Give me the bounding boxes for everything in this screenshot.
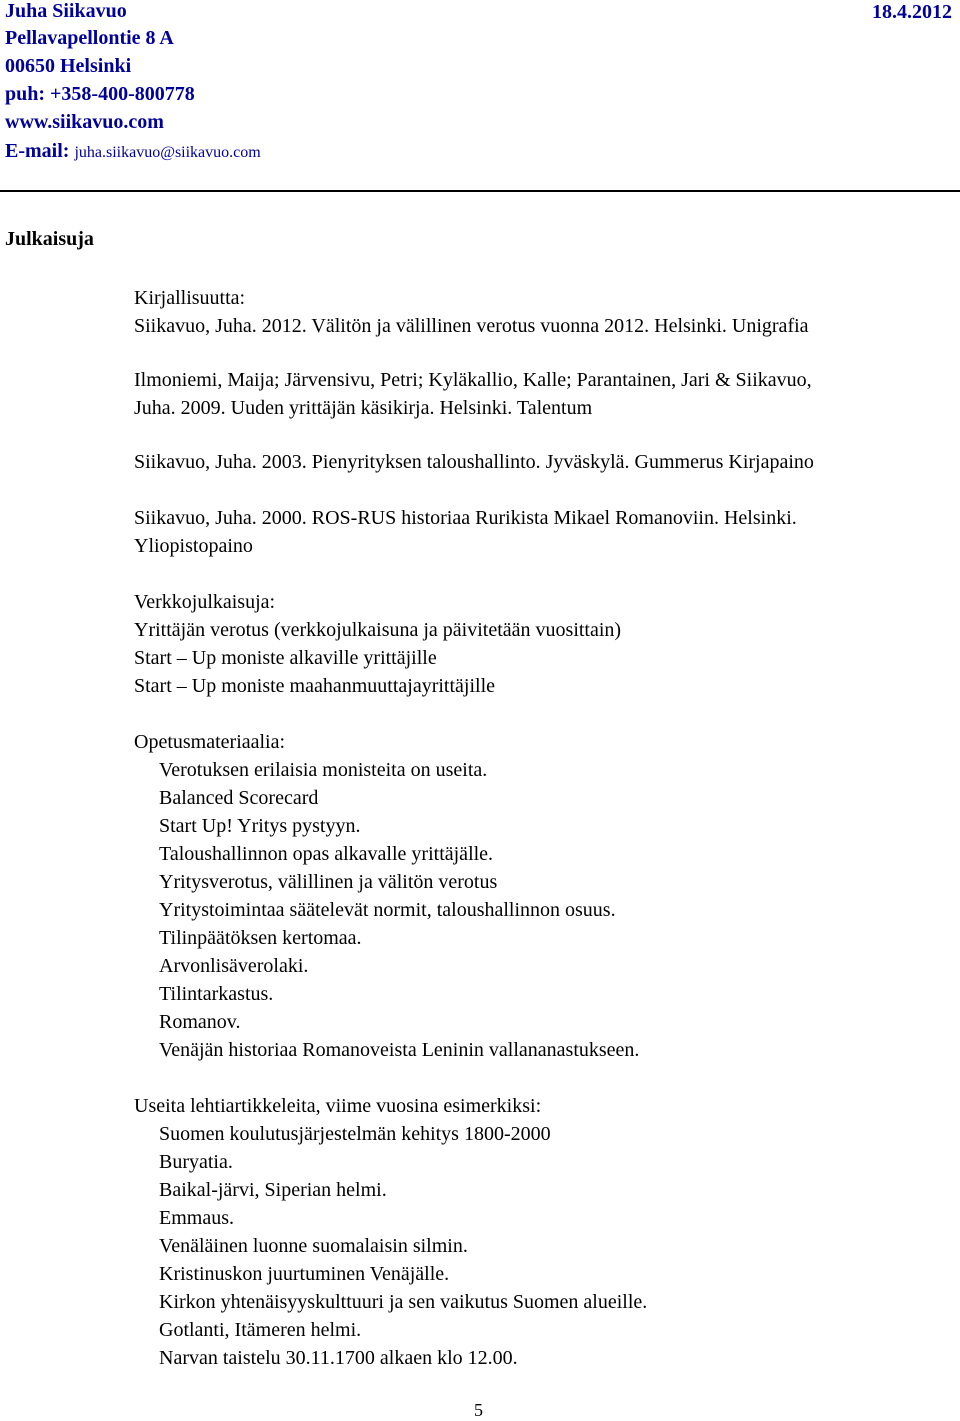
article-item: Narvan taistelu 30.11.1700 alkaen klo 12.00. xyxy=(159,1347,518,1369)
article-item: Kristinuskon juurtuminen Venäjälle. xyxy=(159,1263,450,1285)
document-date: 18.4.2012 xyxy=(872,1,952,23)
literature-line: Siikavuo, Juha. 2012. Välitön ja välillinen verotus vuonna 2012. Helsinki. Unigrafia xyxy=(134,315,809,337)
phone: puh: +358-400-800778 xyxy=(5,83,195,105)
teaching-item: Taloushallinnon opas alkavalle yrittäjälle. xyxy=(159,843,494,865)
article-item: Baikal-järvi, Siperian helmi. xyxy=(159,1179,387,1201)
teaching-item: Tilintarkastus. xyxy=(159,983,274,1005)
email-label: E-mail: xyxy=(5,140,75,162)
web-publication-item: Yrittäjän verotus (verkkojulkaisuna ja päivitetään vuosittain) xyxy=(134,619,622,641)
teaching-item: Balanced Scorecard xyxy=(159,787,319,809)
article-item: Suomen koulutusjärjestelmän kehitys 1800-2000 xyxy=(159,1123,551,1145)
literature-line: Juha. 2009. Uuden yrittäjän käsikirja. Helsinki. Talentum xyxy=(134,397,593,419)
teaching-item: Start Up! Yritys pystyyn. xyxy=(159,815,361,837)
email-link[interactable]: juha.siikavuo@siikavuo.com xyxy=(74,144,261,161)
street-address: Pellavapellontie 8 A xyxy=(5,27,174,49)
author-name: Juha Siikavuo xyxy=(5,0,127,22)
article-item: Buryatia. xyxy=(159,1151,233,1173)
email-line xyxy=(5,140,261,164)
teaching-item: Yritysverotus, välillinen ja välitön verotus xyxy=(159,871,498,893)
literature-line: Siikavuo, Juha. 2003. Pienyrityksen taloushallinto. Jyväskylä. Gummerus Kirjapaino xyxy=(134,451,814,473)
literature-line: Siikavuo, Juha. 2000. ROS-RUS historiaa Rurikista Mikael Romanoviin. Helsinki. xyxy=(134,507,797,529)
literature-line: Yliopistopaino xyxy=(134,535,253,557)
article-item: Gotlanti, Itämeren helmi. xyxy=(159,1319,362,1341)
teaching-item: Romanov. xyxy=(159,1011,241,1033)
article-item: Venäläinen luonne suomalaisin silmin. xyxy=(159,1235,468,1257)
web-publication-item: Start – Up moniste alkaville yrittäjille xyxy=(134,647,437,669)
postal-address: 00650 Helsinki xyxy=(5,55,132,77)
teaching-item: Yritystoimintaa säätelevät normit, taloushallinnon osuus. xyxy=(159,899,616,921)
article-item: Emmaus. xyxy=(159,1207,234,1229)
section-title: Julkaisuja xyxy=(5,228,94,250)
literature-heading: Kirjallisuutta: xyxy=(134,287,246,309)
teaching-item: Tilinpäätöksen kertomaa. xyxy=(159,927,362,949)
literature-line: Ilmoniemi, Maija; Järvensivu, Petri; Kyläkallio, Kalle; Parantainen, Jari & Siikavuo, xyxy=(134,369,812,391)
website-link[interactable]: www.siikavuo.com xyxy=(5,111,164,133)
web-publication-item: Start – Up moniste maahanmuuttajayrittäjille xyxy=(134,675,496,697)
page-number: 5 xyxy=(474,1400,483,1420)
article-item: Kirkon yhtenäisyyskulttuuri ja sen vaikutus Suomen alueille. xyxy=(159,1291,648,1313)
web-publications-heading: Verkkojulkaisuja: xyxy=(134,591,276,613)
teaching-item: Verotuksen erilaisia monisteita on useita. xyxy=(159,759,488,781)
articles-heading: Useita lehtiartikkeleita, viime vuosina esimerkiksi: xyxy=(134,1095,542,1117)
teaching-item: Arvonlisäverolaki. xyxy=(159,955,309,977)
teaching-heading: Opetusmateriaalia: xyxy=(134,731,286,753)
teaching-item: Venäjän historiaa Romanoveista Leninin vallananastukseen. xyxy=(159,1039,640,1061)
header-divider xyxy=(0,190,960,192)
